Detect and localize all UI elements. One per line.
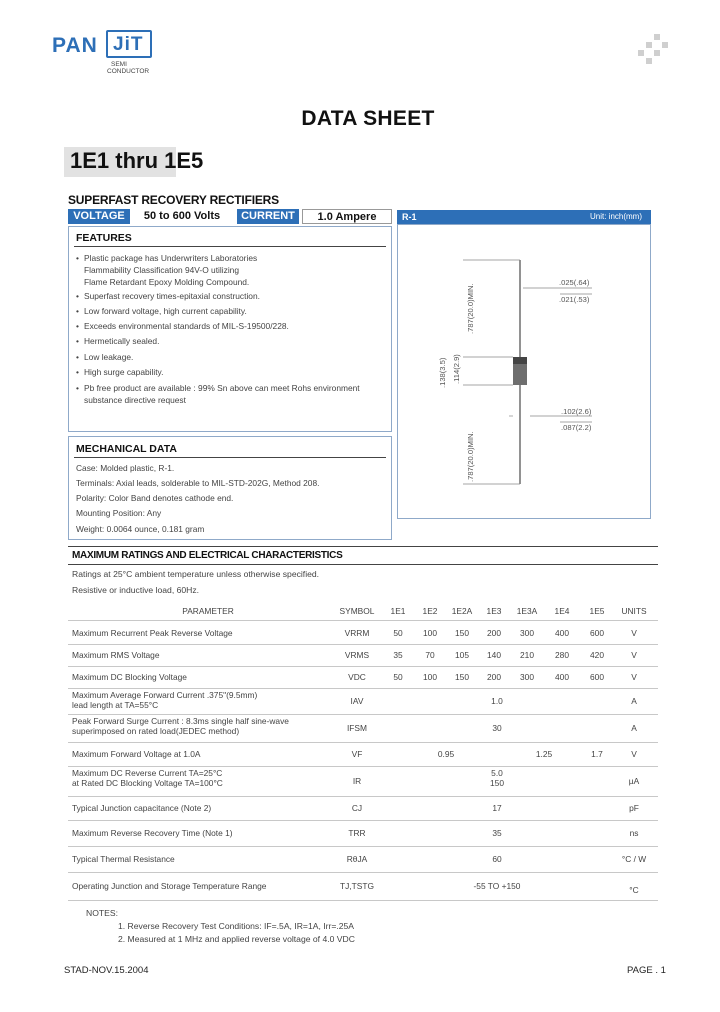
row-separator <box>68 688 658 689</box>
value-cell: 600 <box>590 672 604 682</box>
parameter-name: at Rated DC Blocking Voltage TA=100°C <box>72 778 223 788</box>
part-range: 1E1 thru 1E5 <box>70 148 204 173</box>
mechanical-divider <box>74 457 386 458</box>
unit-cell: V <box>631 672 637 682</box>
value-cell: 1.25 <box>535 749 553 759</box>
parameter-name: Maximum Reverse Recovery Time (Note 1) <box>72 828 233 838</box>
value-cell: 100 <box>423 628 437 638</box>
notes-heading: NOTES: <box>86 908 118 918</box>
header-rule <box>68 620 658 621</box>
parameter-name: Maximum DC Blocking Voltage <box>72 672 187 682</box>
parameter-name: Typical Junction capacitance (Note 2) <box>72 803 212 813</box>
unit-label: Unit: inch(mm) <box>590 212 643 221</box>
features-heading: FEATURES <box>76 232 132 244</box>
unit-cell: V <box>631 628 637 638</box>
row-separator <box>68 766 658 767</box>
value-cell: 150 <box>455 672 469 682</box>
value-cell: 200 <box>487 672 501 682</box>
logo-conductor-text: CONDUCTOR <box>107 68 150 75</box>
column-header: 1E3 <box>486 606 502 616</box>
bullet-icon: • <box>76 253 79 263</box>
table-top-rule <box>68 546 658 547</box>
symbol-cell: IFSM <box>346 723 367 733</box>
dim-body-length-max: .138(3.5) <box>438 357 447 388</box>
value-cell: 140 <box>487 650 501 660</box>
mechanical-heading: MECHANICAL DATA <box>76 443 177 455</box>
logo-jit-text: JiT <box>113 34 144 55</box>
logo-jit-box <box>106 30 152 58</box>
value-cell: 50 <box>393 672 403 682</box>
row-separator <box>68 820 658 821</box>
feature-item: substance directive request <box>84 395 186 405</box>
value-cell: 210 <box>520 650 534 660</box>
bullet-icon: • <box>76 383 79 393</box>
value-cell: 60 <box>492 854 502 864</box>
feature-item: Pb free product are available : 99% Sn above can meet Rohs environment <box>84 383 360 393</box>
parameter-name: superimposed on rated load(JEDEC method) <box>72 726 240 736</box>
unit-cell: V <box>631 650 637 660</box>
parameter-name: Peak Forward Surge Current : 8.3ms single half sine-wave <box>72 716 289 726</box>
value-cell: 400 <box>555 628 569 638</box>
note-1: 1. Reverse Recovery Test Conditions: IF=.5A, IR=1A, Irr=.25A <box>118 921 355 931</box>
value-cell: 50 <box>393 628 403 638</box>
symbol-cell: VRMS <box>344 650 370 660</box>
current-label: CURRENT <box>237 209 299 224</box>
feature-item: Low leakage. <box>84 352 134 362</box>
feature-item: Superfast recovery times-epitaxial construction. <box>84 291 260 301</box>
feature-item: High surge capability. <box>84 367 164 377</box>
unit-cell: ns <box>629 828 639 838</box>
company-logo <box>52 30 172 80</box>
parameter-name: Maximum Forward Voltage at 1.0A <box>72 749 201 759</box>
dim-body-dia-max: .102(2.6) <box>561 407 592 416</box>
bullet-icon: • <box>76 321 79 331</box>
ratings-note-1: Ratings at 25°C ambient temperature unless otherwise specified. <box>72 569 320 579</box>
feature-item: Exceeds environmental standards of MIL-S-19500/228. <box>84 321 289 331</box>
parameter-name: Maximum Recurrent Peak Reverse Voltage <box>72 628 233 638</box>
table-title-rule <box>68 564 658 565</box>
column-header: 1E1 <box>390 606 406 616</box>
dim-lead-length-bottom: .787(20.0)MIN. <box>466 431 475 482</box>
column-header: 1E3A <box>516 606 538 616</box>
feature-item: Hermetically sealed. <box>84 336 160 346</box>
value-cell: 100 <box>423 672 437 682</box>
mechanical-item: Weight: 0.0064 ounce, 0.181 gram <box>76 524 205 534</box>
symbol-cell: CJ <box>351 803 363 813</box>
symbol-cell: VRRM <box>344 628 370 638</box>
package-outline-drawing <box>397 224 651 519</box>
value-cell: 1.7 <box>591 749 603 759</box>
dim-lead-dia-min: .021(.53) <box>559 295 590 304</box>
mechanical-item: Case: Molded plastic, R-1. <box>76 463 175 473</box>
value-cell: 0.95 <box>437 749 455 759</box>
row-separator <box>68 644 658 645</box>
row-separator <box>68 872 658 873</box>
logo-subtitle <box>107 61 149 75</box>
bullet-icon: • <box>76 336 79 346</box>
mechanical-item: Mounting Position: Any <box>76 508 162 518</box>
feature-item: Flame Retardant Epoxy Molding Compound. <box>84 277 250 287</box>
dim-body-dia-min: .087(2.2) <box>561 423 592 432</box>
symbol-cell: IR <box>352 776 362 786</box>
voltage-label: VOLTAGE <box>68 209 130 224</box>
unit-cell: °C <box>629 885 639 895</box>
value-cell: 35 <box>492 828 502 838</box>
bullet-icon: • <box>76 291 79 301</box>
symbol-cell: TJ,TSTG <box>340 881 374 891</box>
parameter-name: Typical Thermal Resistance <box>72 854 175 864</box>
mechanical-item: Polarity: Color Band denotes cathode end. <box>76 493 234 503</box>
value-cell: 1.0 <box>491 696 503 706</box>
product-subtitle: SUPERFAST RECOVERY RECTIFIERS <box>68 193 279 207</box>
page-number: PAGE . 1 <box>627 965 666 976</box>
value-cell: 150 <box>490 778 504 788</box>
value-cell: 300 <box>520 628 534 638</box>
row-separator <box>68 796 658 797</box>
value-cell: 420 <box>590 650 604 660</box>
document-code: STAD-NOV.15.2004 <box>64 965 149 976</box>
symbol-cell: VDC <box>348 672 366 682</box>
row-separator <box>68 666 658 667</box>
value-cell: 280 <box>555 650 569 660</box>
row-separator <box>68 742 658 743</box>
symbol-cell: VF <box>351 749 363 759</box>
value-cell: 150 <box>455 628 469 638</box>
parameter-name: lead length at TA=55°C <box>72 700 159 710</box>
features-divider <box>74 246 386 247</box>
feature-item: Flammability Classification 94V-O utilizing <box>84 265 239 275</box>
unit-cell: A <box>631 723 637 733</box>
feature-item: Plastic package has Underwriters Laboratories <box>84 253 258 263</box>
parameter-name: Maximum Average Forward Current .375"(9.5mm) <box>72 690 258 700</box>
bullet-icon: • <box>76 367 79 377</box>
unit-cell: µA <box>628 776 640 786</box>
symbol-cell: TRR <box>348 828 366 838</box>
logo-semi-text: SEMI <box>111 61 127 68</box>
ratings-note-2: Resistive or inductive load, 60Hz. <box>72 585 200 595</box>
unit-cell: °C / W <box>621 854 647 864</box>
value-cell: 70 <box>425 650 435 660</box>
column-header: 1E2A <box>451 606 473 616</box>
note-2: 2. Measured at 1 MHz and applied reverse voltage of 4.0 VDC <box>118 934 355 944</box>
value-cell: 35 <box>393 650 403 660</box>
column-header: UNITS <box>621 606 647 616</box>
parameter-name: Maximum DC Reverse Current TA=25°C <box>72 768 223 778</box>
dim-lead-length-top: .787(20.0)MIN. <box>466 283 475 334</box>
parameter-name: Maximum RMS Voltage <box>72 650 160 660</box>
row-separator <box>68 846 658 847</box>
feature-item: Low forward voltage, high current capability. <box>84 306 247 316</box>
row-separator <box>68 900 658 901</box>
unit-cell: V <box>631 749 637 759</box>
value-cell: 30 <box>492 723 502 733</box>
symbol-cell: IAV <box>350 696 364 706</box>
value-cell: 600 <box>590 628 604 638</box>
voltage-value: 50 to 600 Volts <box>134 209 230 224</box>
value-cell: -55 TO +150 <box>473 881 521 891</box>
column-header: 1E5 <box>589 606 605 616</box>
cathode-band <box>513 357 527 364</box>
mechanical-item: Terminals: Axial leads, solderable to MIL-STD-202G, Method 208. <box>76 478 320 488</box>
column-header: SYMBOL <box>339 606 375 616</box>
bullet-icon: • <box>76 352 79 362</box>
logo-pan-text: PAN <box>52 34 98 57</box>
parameter-name: Operating Junction and Storage Temperature Range <box>72 881 267 891</box>
package-name: R-1 <box>402 212 417 222</box>
value-cell: 5.0 <box>491 768 503 778</box>
symbol-cell: RθJA <box>346 854 368 864</box>
value-cell: 17 <box>492 803 502 813</box>
value-cell: 200 <box>487 628 501 638</box>
unit-cell: A <box>631 696 637 706</box>
value-cell: 300 <box>520 672 534 682</box>
row-separator <box>68 714 658 715</box>
column-header: 1E2 <box>422 606 438 616</box>
bullet-icon: • <box>76 306 79 316</box>
column-header: PARAMETER <box>182 606 234 616</box>
page-title: DATA SHEET <box>301 107 435 130</box>
decorative-dots-icon <box>638 34 668 64</box>
current-value: 1.0 Ampere <box>302 209 392 224</box>
value-cell: 105 <box>455 650 469 660</box>
dim-lead-dia-max: .025(.64) <box>559 278 590 287</box>
column-header: 1E4 <box>554 606 570 616</box>
dim-body-length-min: .114(2.9) <box>452 354 461 384</box>
unit-cell: pF <box>629 803 639 813</box>
value-cell: 400 <box>555 672 569 682</box>
table-title: MAXIMUM RATINGS AND ELECTRICAL CHARACTERISTICS <box>72 550 343 561</box>
